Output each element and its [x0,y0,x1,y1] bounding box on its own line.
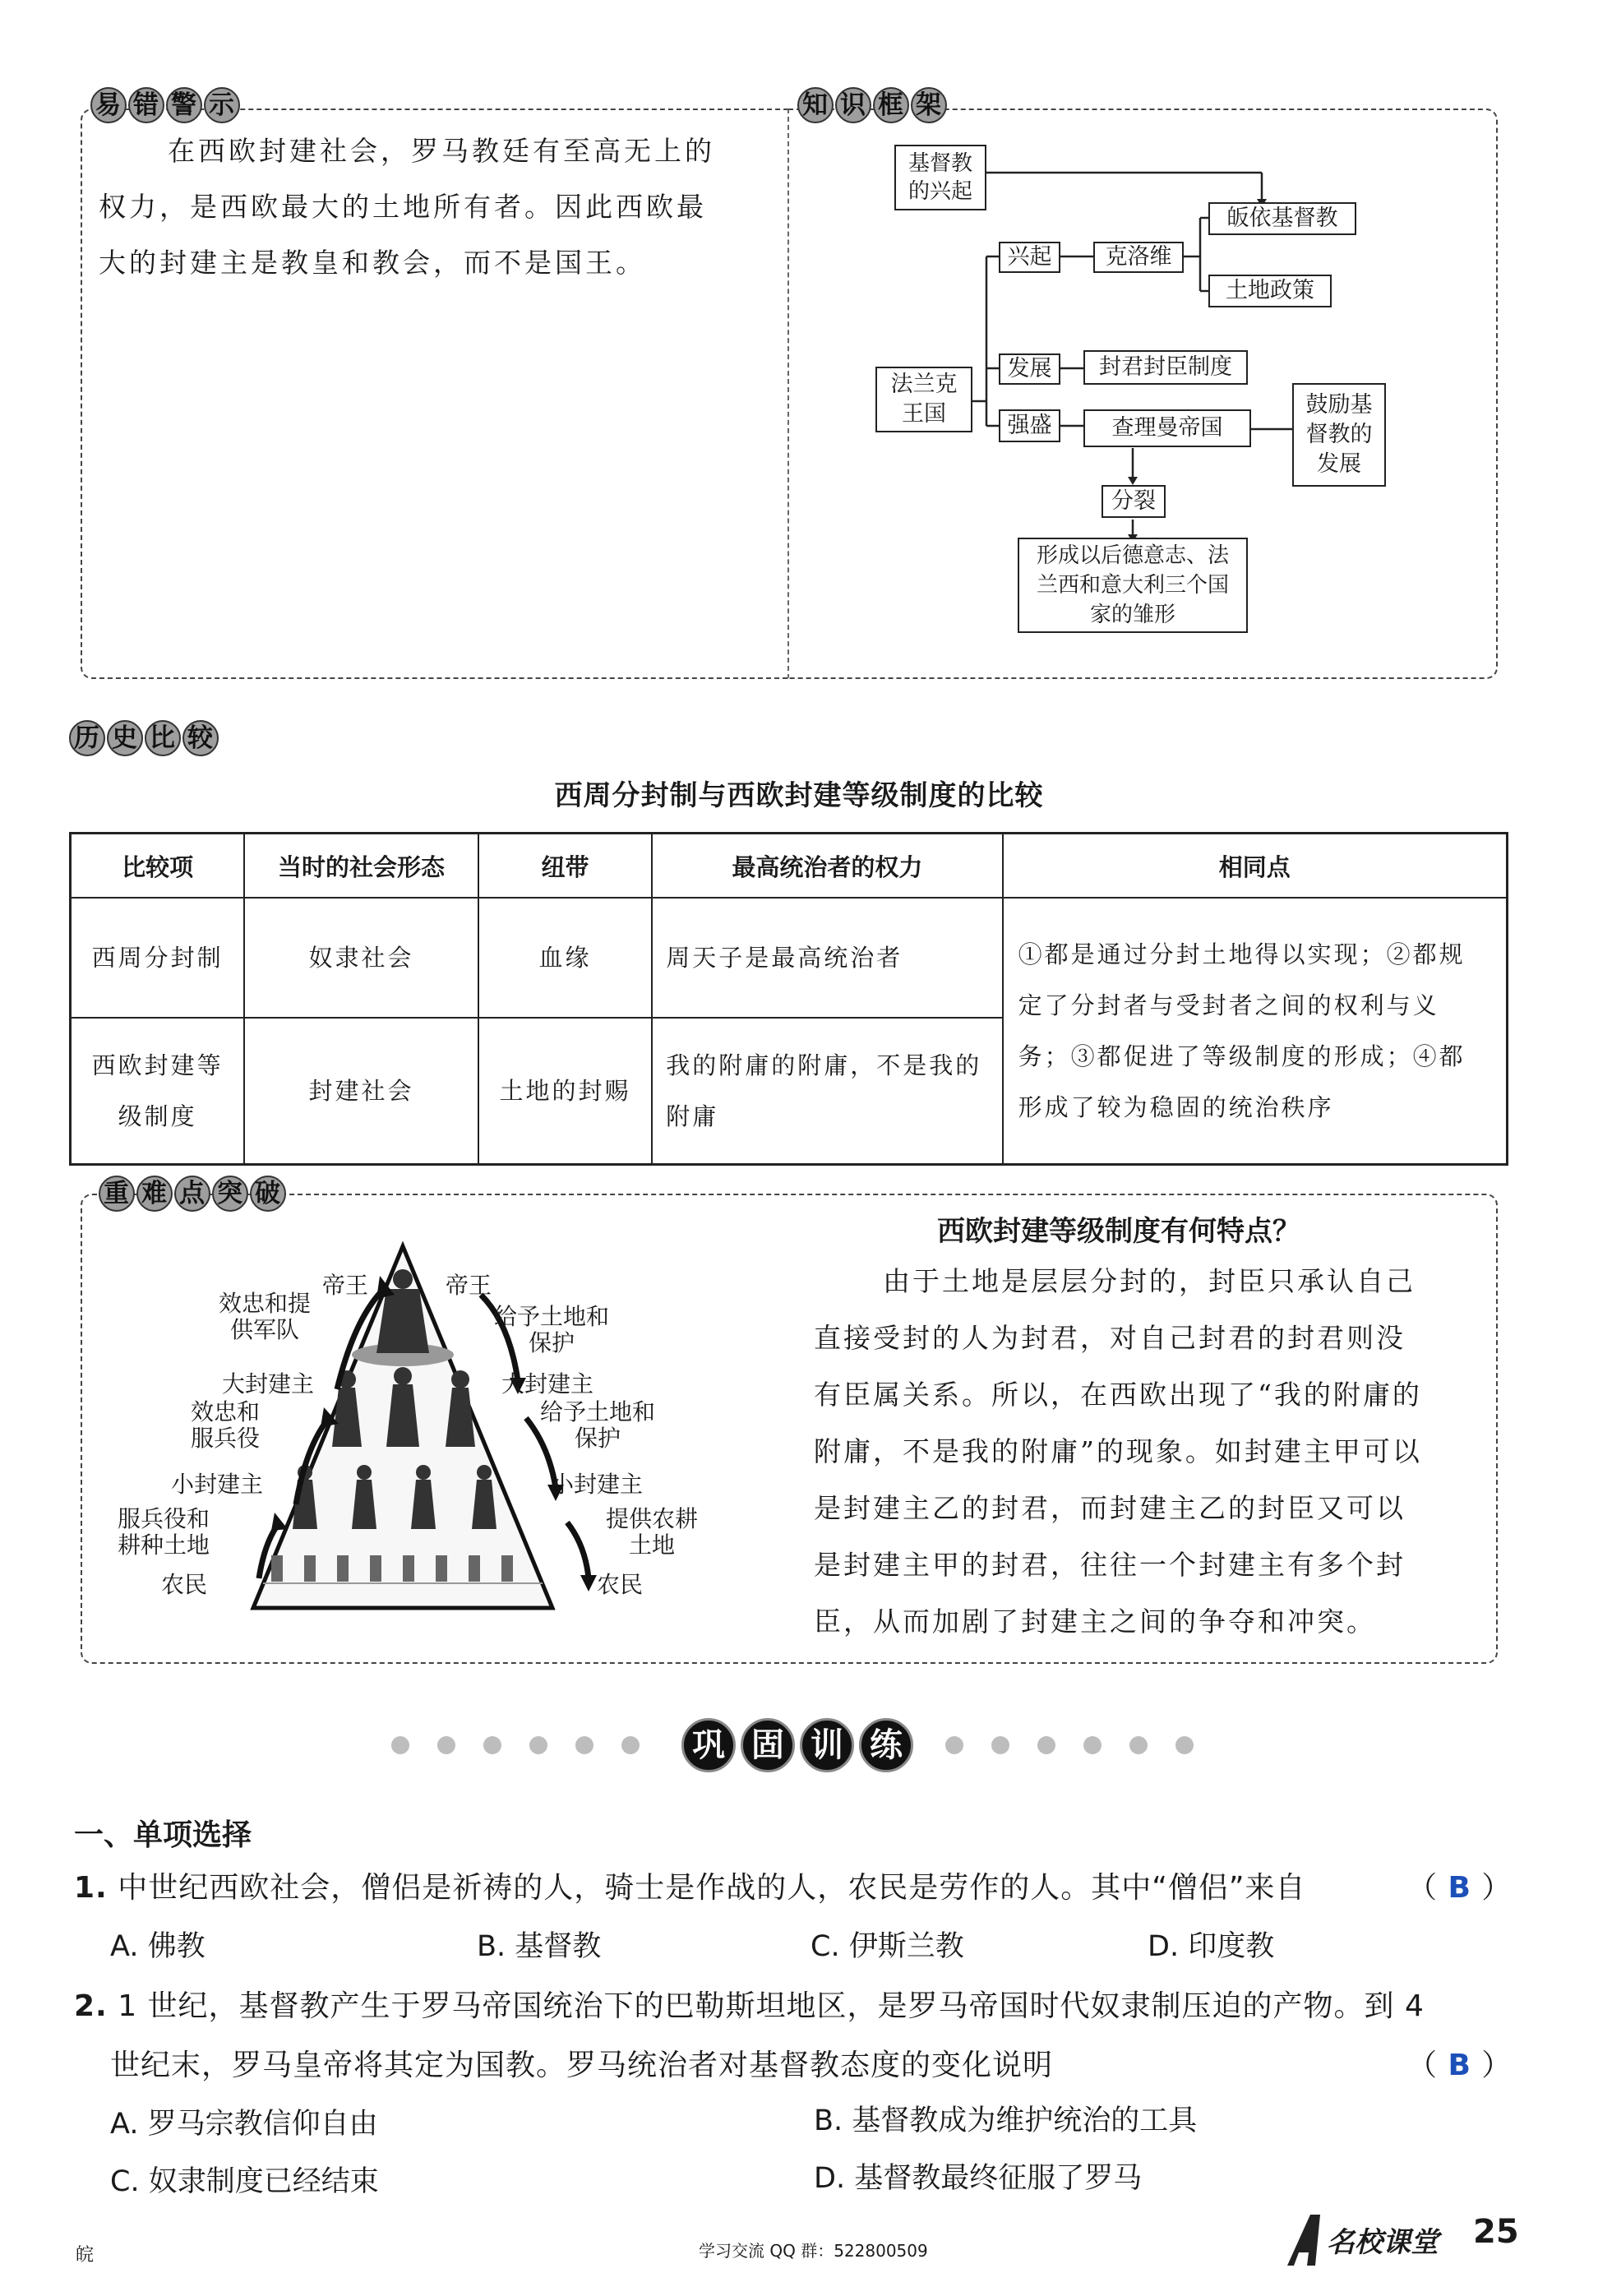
label-loyal-service: 效忠和服兵役 [190,1398,260,1452]
table-cell: 奴隶社会 [244,898,478,1018]
table-cell: 西欧封建等级制度 [71,1018,245,1164]
table-cell: 西周分封制 [71,898,245,1018]
decor-dot [945,1736,963,1754]
page-number: 25 [1473,2213,1519,2251]
box-frank: 法兰克王国 [875,367,972,432]
table-cell: 我的附庸的附庸，不是我的附庸 [652,1018,1002,1164]
key-title: 西欧封建等级制度有何特点？ [937,1215,1300,1248]
footer-qq: 学习交流 QQ 群：522800509 [699,2241,928,2261]
label-peasant-left: 农民 [161,1571,208,1598]
label-serve-farm: 服兵役和耕种土地 [117,1505,210,1559]
box-result: 形成以后德意志、法兰西和意大利三个国家的雏形 [1018,538,1248,633]
box-fazhan: 发展 [999,353,1060,385]
brand-logo [1282,2211,1447,2269]
compare-title: 西周分封制与西欧封建等级制度的比较 [554,779,1044,812]
header-cell: 相同点 [1003,834,1508,899]
box-qiangsheng: 强盛 [999,409,1060,442]
box-christianity-rise: 基督教的兴起 [894,145,986,210]
decor-dot [1129,1736,1148,1754]
label-emperor-right: 帝王 [446,1272,492,1299]
section-heading: 一、单项选择 [74,1818,252,1852]
common-points-cell: ①都是通过分封土地得以实现；②都规定了分封者与受封者之间的权利与义务；③都促进了等级制度的形成；④都形成了较为稳固的统治秩序 [1003,898,1508,1164]
box-charles: 查理曼帝国 [1083,409,1251,447]
q2-answer: （ B ） [1407,2049,1513,2082]
key-tag: 重 难 点 突 破 [99,1176,288,1212]
mistake-text: 在西欧封建社会，罗马教廷有至高无上的 权力，是西欧最大的土地所有者。因此西欧最 大的封建主是教皇和教会，而不是国王。 [99,135,715,279]
label-provide-land: 提供农耕土地 [605,1505,698,1559]
header-cell: 比较项 [71,834,245,899]
decor-dot [1175,1736,1194,1754]
footer-left: 皖 [76,2245,95,2266]
q1-option-c[interactable]: C. 伊斯兰教 [811,1930,964,1963]
table-cell: 血缘 [478,898,653,1018]
decor-dot [483,1736,501,1754]
decor-dot [437,1736,455,1754]
header-cell: 纽带 [478,834,653,899]
practice-title: 巩 固 训 练 [679,1718,916,1772]
q2-option-d[interactable]: D. 基督教最终征服了罗马 [814,2162,1143,2195]
decor-dot [529,1736,547,1754]
table-cell: 周天子是最高统治者 [652,898,1002,1018]
decor-dot [391,1736,409,1754]
q1-text: 1. 中世纪西欧社会，僧侣是祈祷的人，骑士是作战的人，农民是劳作的人。其中“僧侣”来自 [74,1871,1306,1905]
decor-dot [1083,1736,1102,1754]
label-peasant-right: 农民 [597,1571,644,1598]
table-cell: 土地的封赐 [478,1018,653,1164]
compare-tag: 历 史 比 较 [69,720,220,756]
q2-option-b[interactable]: B. 基督教成为维护统治的工具 [814,2104,1198,2137]
table-cell: 封建社会 [244,1018,478,1164]
q2-line1: 2. 1 世纪，基督教产生于罗马帝国统治下的巴勒斯坦地区，是罗马帝国时代奴隶制压迫的产物。到 4 [74,1989,1425,2023]
label-give-land-1: 给予土地和保护 [493,1303,609,1356]
label-emperor-left: 帝王 [322,1272,369,1299]
q1-answer: （ B ） [1407,1871,1513,1905]
q1-option-b[interactable]: B. 基督教 [477,1930,602,1963]
decor-dot [621,1736,640,1754]
q1-option-a[interactable]: A. 佛教 [110,1930,206,1963]
decor-dot [575,1736,593,1754]
decor-dot [1037,1736,1055,1754]
mistake-tag: 易 错 警 示 [90,87,242,123]
box-convert: 皈依基督教 [1208,202,1356,235]
q2-option-c[interactable]: C. 奴隶制度已经结束 [110,2165,379,2198]
label-loyal-army: 效忠和提供军队 [218,1290,311,1343]
box-split: 分裂 [1102,485,1166,518]
brand-name: 名校课堂 [1327,2226,1439,2259]
box-encourage: 鼓励基督教的发展 [1292,383,1386,487]
q1-option-d[interactable]: D. 印度教 [1148,1930,1275,1963]
label-big-lord-right: 大封建主 [501,1370,594,1397]
decor-dot [991,1736,1009,1754]
q2-line2: 世纪末，罗马皇帝将其定为国教。罗马统治者对基督教态度的变化说明 [110,2049,1054,2082]
box-xingqi: 兴起 [999,242,1060,273]
label-big-lord-left: 大封建主 [222,1370,315,1397]
key-text: 由于土地是层层分封的，封臣只承认自己 直接受封的人为封君，对自己封君的封君则没 有臣属关系。所以，在西欧出现了“我的附庸的 附庸，不是我的附庸”的现象。如封建主甲可以 是封建主乙的封君，而封建主乙的封臣又可以 是封建主甲的封君，往往一个封建主有多个封 臣，从而加剧了封建主之间的争夺和冲突。 [814,1265,1422,1638]
q2-option-a[interactable]: A. 罗马宗教信仰自由 [110,2108,378,2141]
box-land-policy: 土地政策 [1208,275,1332,307]
framework-tag: 知 识 框 架 [797,87,949,123]
label-small-lord-right: 小封建主 [551,1471,644,1498]
box-fief: 封君封臣制度 [1083,350,1248,385]
box-clovis: 克洛维 [1093,242,1184,273]
label-give-land-2: 给予土地和保护 [539,1398,655,1452]
header-cell: 当时的社会形态 [244,834,478,899]
header-cell: 最高统治者的权力 [652,834,1002,899]
label-small-lord-left: 小封建主 [171,1471,264,1498]
